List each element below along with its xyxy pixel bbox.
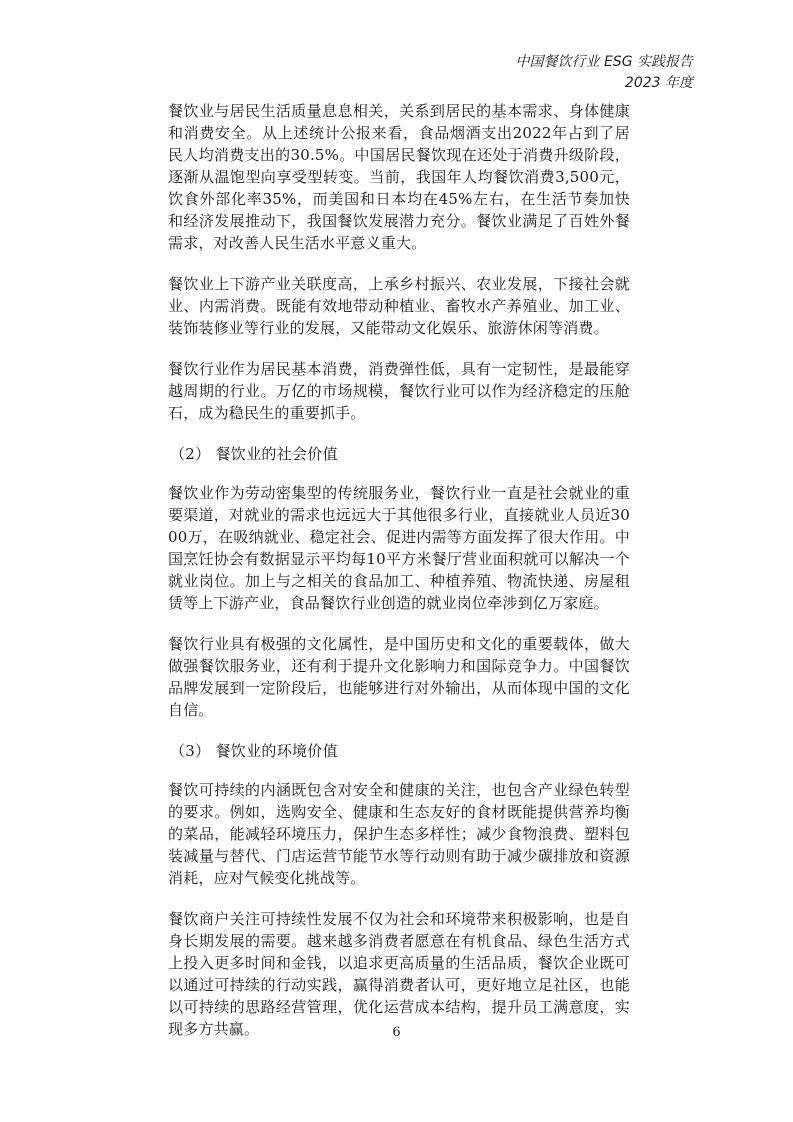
report-year: 2023 年度 (624, 75, 693, 91)
paragraph-long-term: 餐饮商户关注可持续性发展不仅为社会和环境带来积极影响，也是自身长期发展的需要。越来越多消费者愿意在有机食品、绿色生活方式上投入更多时间和金钱，以追求更高质量的生活品质，餐饮企业既可以通过可持续的行动实践，赢得消费者认可，更好地立足社区，也能以可持续的思路经营管理，优化运营成本结构，提升员工满意度，实现多方共赢。 (168, 910, 630, 1038)
report-title: 中国餐饮行业 ESG 实践报告 (515, 54, 693, 70)
page-number: 6 (392, 1025, 401, 1040)
section-heading-social-value: （2） 餐饮业的社会价值 (170, 445, 338, 463)
running-header (516, 52, 693, 94)
paragraph-culture: 餐饮行业具有极强的文化属性，是中国历史和文化的重要载体，做大做强餐饮服务业，还有利于提升文化影响力和国际竞争力。中国餐饮品牌发展到一定阶段后，也能够进行对外输出，从而体现中国的文化自信。 (168, 635, 630, 719)
body-text (168, 100, 630, 1059)
paragraph-consumption: 餐饮业与居民生活质量息息相关，关系到居民的基本需求、身体健康和消费安全。从上述统计公报来看，食品烟酒支出2022年占到了居民人均消费支出的30.5%。中国居民餐饮现在还处于消费升级阶段，逐渐从温饱型向享受型转变。当前，我国年人均餐饮消费3,500元，饮食外部化率35%，而美国和日本均在45%左右，在生活节奏加快和经济发展推动下，我国餐饮发展潜力充分。餐饮业满足了百姓外餐需求，对改善人民生活水平意义重大。 (168, 102, 630, 252)
section-heading-environmental-value: （3） 餐饮业的环境价值 (170, 742, 338, 760)
paragraph-resilience: 餐饮行业作为居民基本消费，消费弹性低，具有一定韧性，是最能穿越周期的行业。万亿的市场规模，餐饮行业可以作为经济稳定的压舱石，成为稳民生的重要抓手。 (168, 360, 630, 422)
paragraph-sustainability: 餐饮可持续的内涵既包含对安全和健康的关注，也包含产业绿色转型的要求。例如，选购安全、健康和生态友好的食材既能提供营养均衡的菜品，能减轻环境压力，保护生态多样性；减少食物浪费、塑料包装减量与替代、门店运营节能节水等行动则有助于减少碳排放和资源消耗，应对气候变化挑战等。 (168, 781, 630, 887)
paragraph-employment: 餐饮业作为劳动密集型的传统服务业，餐饮行业一直是社会就业的重要渠道，对就业的需求也远远大于其他很多行业，直接就业人员近3000万，在吸纳就业、稳定社会、促进内需等方面发挥了很大作用。中国烹饪协会有数据显示平均每10平方米餐厅营业面积就可以解决一个就业岗位。加上与之相关的食品加工、种植养殖、物流快递、房屋租赁等上下游产业，食品餐饮行业创造的就业岗位牵涉到亿万家庭。 (168, 484, 630, 612)
paragraph-industry-chain: 餐饮业上下游产业关联度高，上承乡村振兴、农业发展，下接社会就业、内需消费。既能有效地带动种植业、畜牧水产养殖业、加工业、装饰装修业等行业的发展，又能带动文化娱乐、旅游休闲等消费。 (168, 275, 630, 337)
